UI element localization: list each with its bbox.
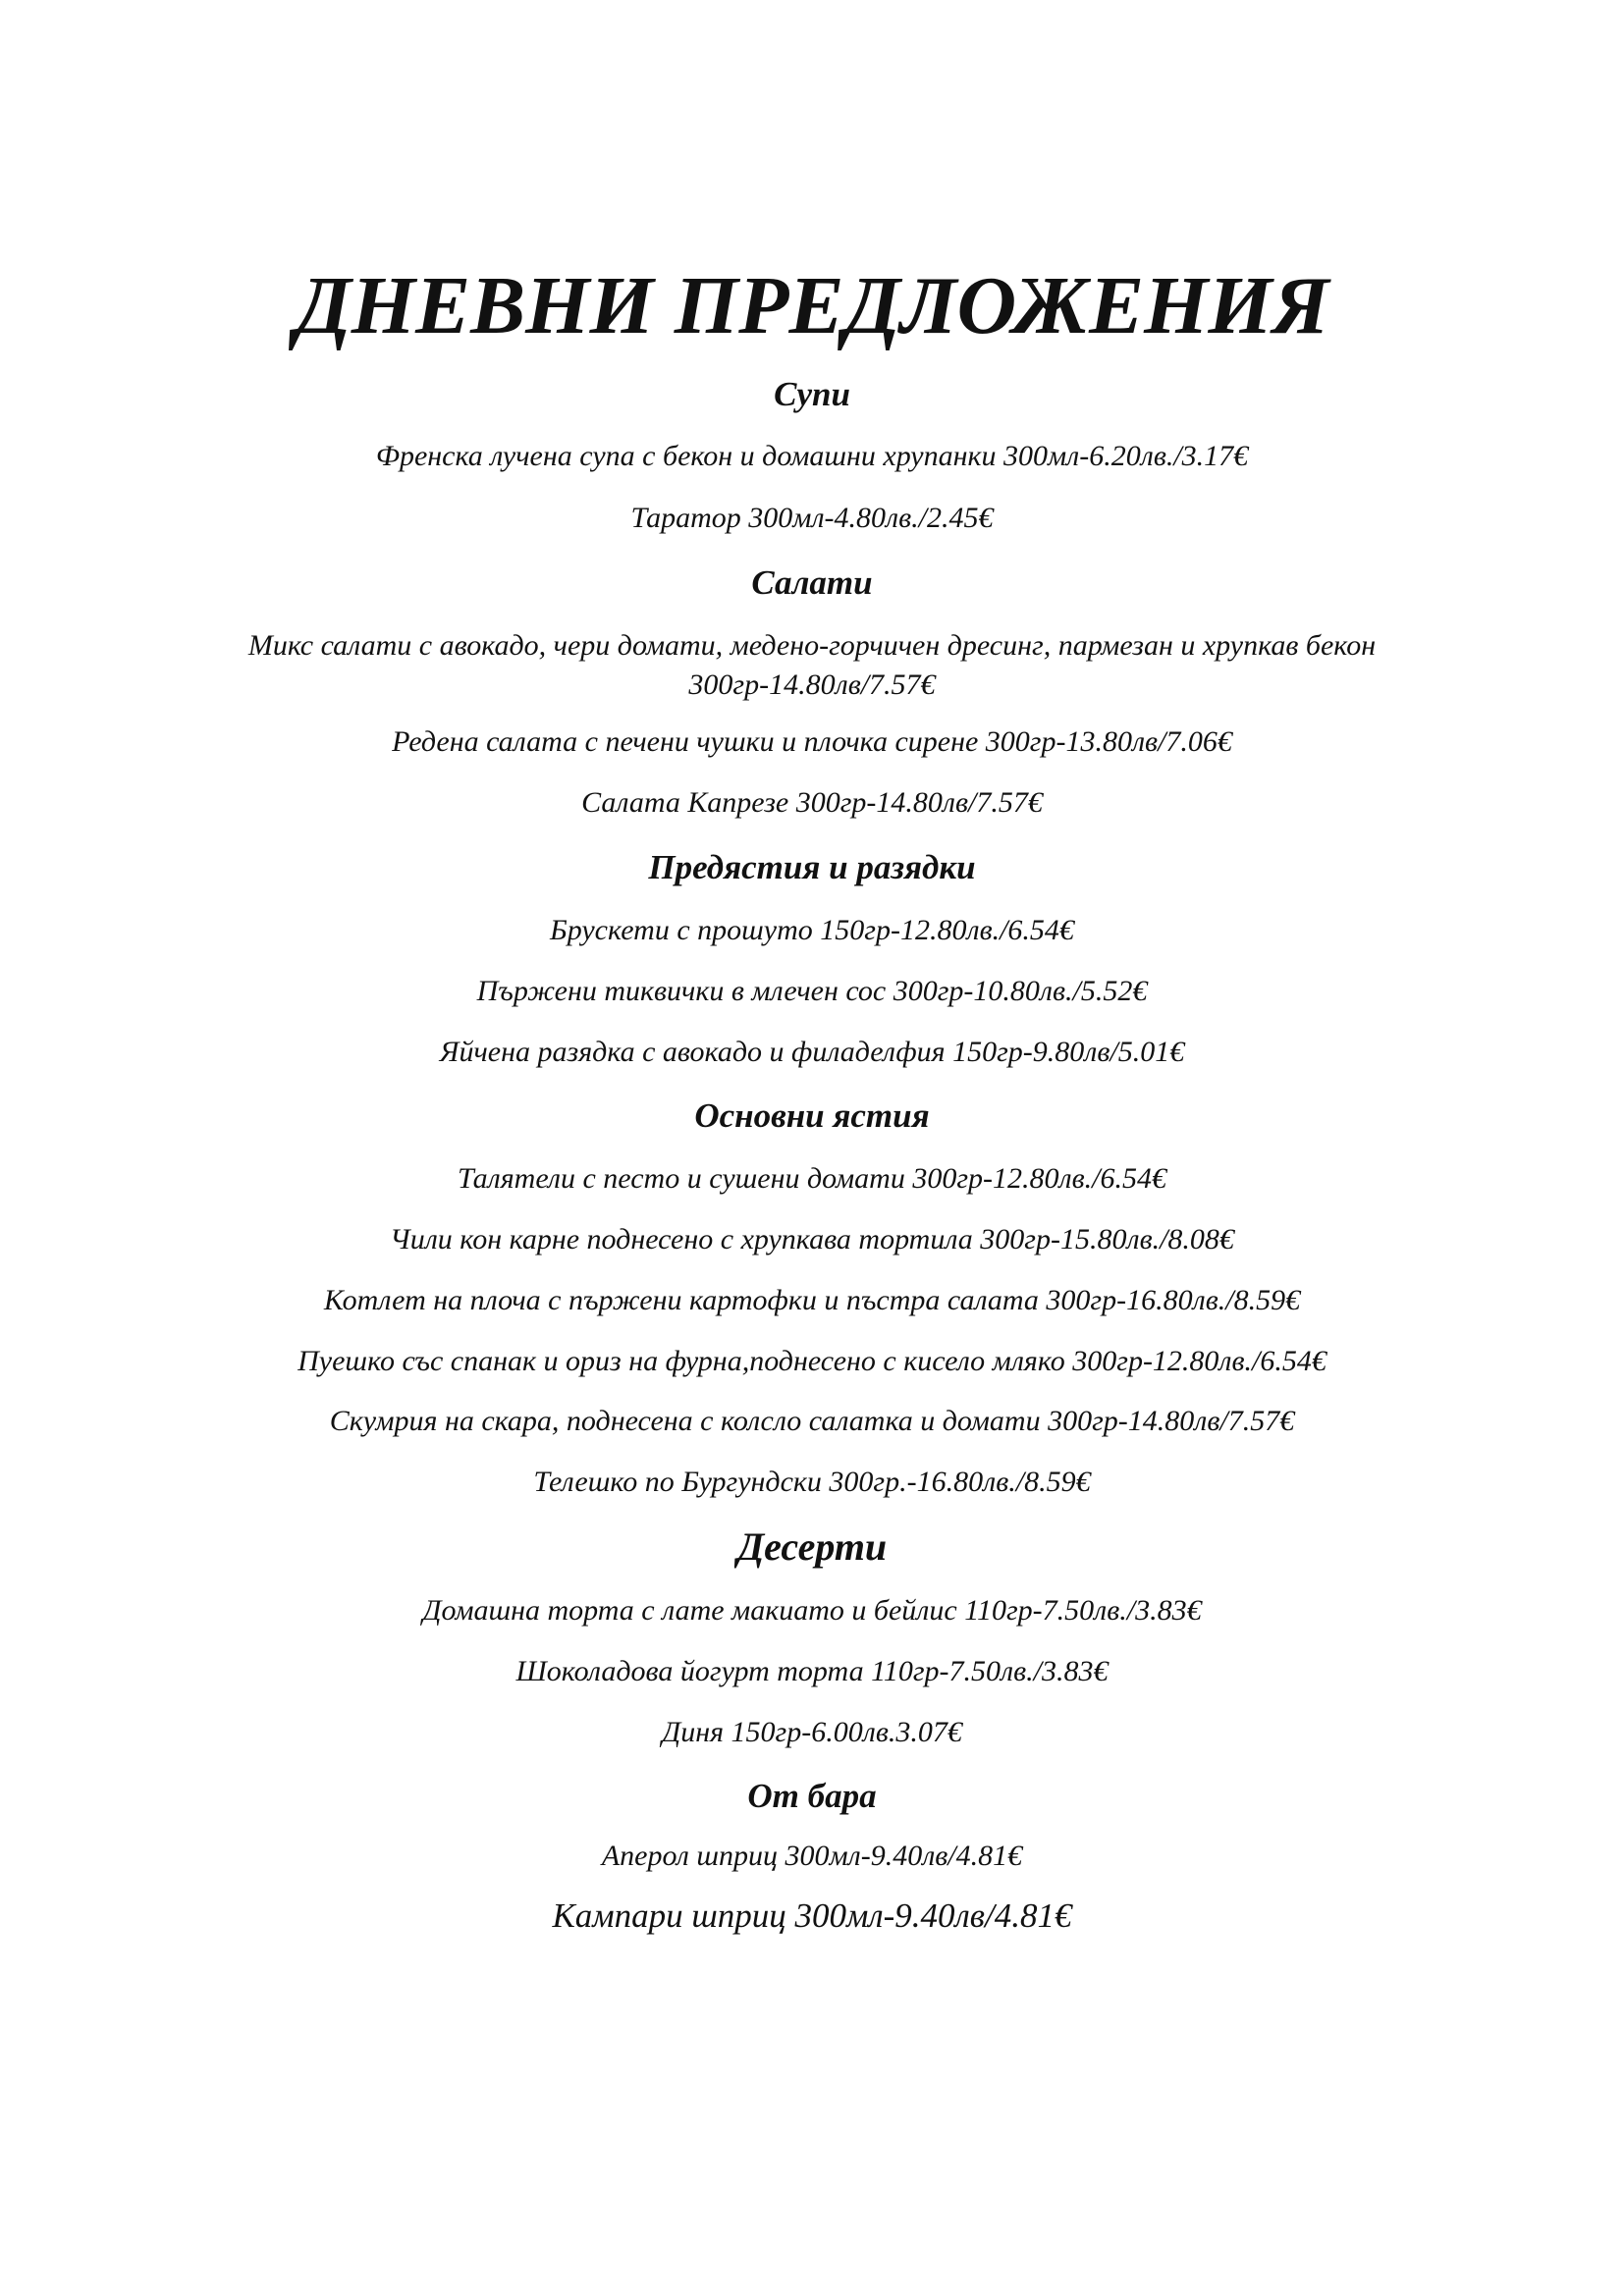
menu-item: Аперол шприц 300мл-9.40лв/4.81€ <box>601 1840 1023 1872</box>
menu-item: Диня 150гр-6.00лв.3.07€ <box>662 1716 962 1748</box>
menu-item: Микс салати с авокадо, чери домати, медено-горчичен дресинг, пармезан и хрупкав бекон 300гр-14.80лв/7.57€ <box>247 629 1377 701</box>
menu-item: Чили кон карне поднесено с хрупкава тортила 300гр-15.80лв./8.08€ <box>390 1223 1234 1255</box>
section-heading-desserts: Десерти <box>736 1524 888 1569</box>
section-heading-soups: Супи <box>774 375 850 413</box>
menu-item: Салата Капрезе 300гр-14.80лв/7.57€ <box>581 786 1043 819</box>
menu-item: Яйчена разядка с авокадо и филаделфия 150гр-9.80лв/5.01€ <box>439 1036 1185 1068</box>
menu-item: Таратор 300мл-4.80лв./2.45€ <box>630 502 994 534</box>
menu-item: Редена салата с печени чушки и плочка сирене 300гр-13.80лв/7.06€ <box>392 725 1232 758</box>
menu-item: Пуешко със спанак и ориз на фурна,поднесено с кисело мляко 300гр-12.80лв./6.54€ <box>298 1345 1326 1377</box>
menu-item: Шоколадова йогурт торта 110гр-7.50лв./3.83€ <box>515 1655 1109 1687</box>
menu-item: Скумрия на скара, поднесена с колсло салатка и домати 300гр-14.80лв/7.57€ <box>329 1405 1295 1437</box>
menu-item: Пържени тиквички в млечен сос 300гр-10.80лв./5.52€ <box>476 975 1148 1007</box>
menu-item: Брускети с прошуто 150гр-12.80лв./6.54€ <box>550 914 1074 946</box>
menu-item: Телешко по Бургундски 300гр.-16.80лв./8.59€ <box>533 1466 1091 1498</box>
section-heading-starters: Предястия и разядки <box>648 848 976 886</box>
section-heading-bar: От бара <box>747 1777 877 1815</box>
page-title: ДНЕВНИ ПРЕДЛОЖЕНИЯ <box>295 260 1329 351</box>
menu-item: Домашна торта с лате макиато и бейлис 110гр-7.50лв./3.83€ <box>422 1594 1202 1627</box>
menu-item: Френска лучена супа с бекон и домашни хрупанки 300мл-6.20лв./3.17€ <box>375 440 1249 472</box>
menu-item: Кампари шприц 300мл-9.40лв/4.81€ <box>552 1896 1072 1935</box>
menu-item: Талятели с песто и сушени домати 300гр-12.80лв./6.54€ <box>458 1162 1166 1195</box>
menu-item: Котлет на плоча с пържени картофки и пъстра салата 300гр-16.80лв./8.59€ <box>323 1284 1301 1316</box>
section-heading-salads: Салати <box>751 563 873 602</box>
section-heading-mains: Основни ястия <box>694 1096 930 1135</box>
